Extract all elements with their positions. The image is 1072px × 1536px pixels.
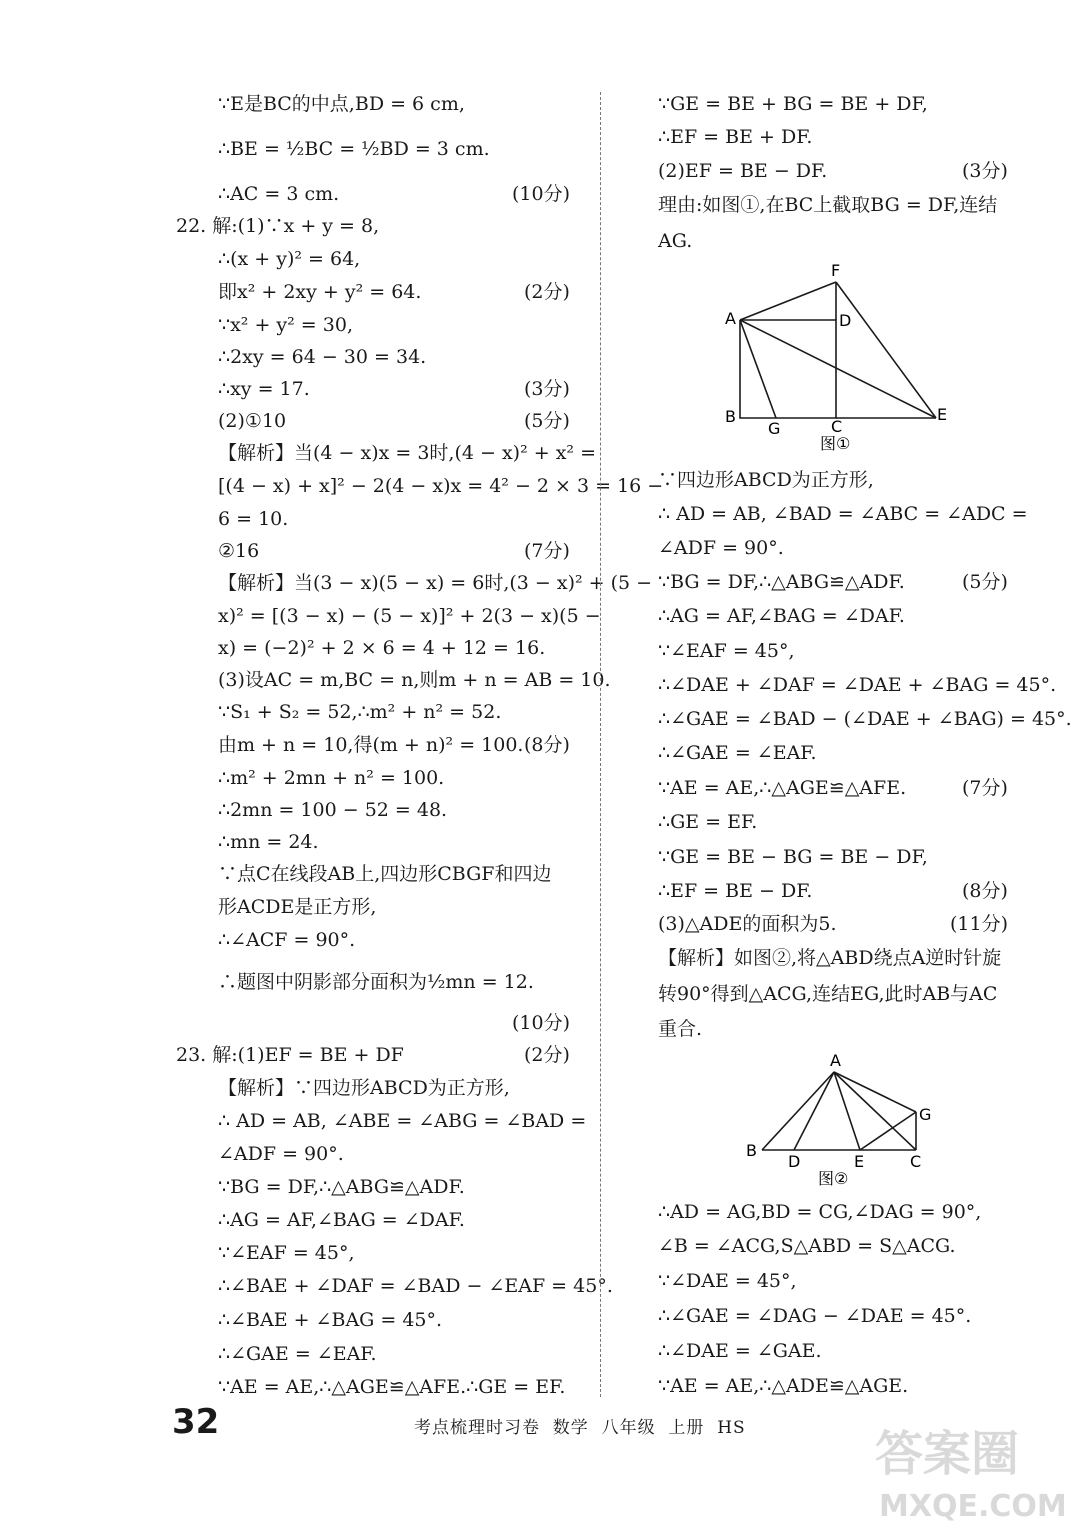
left-score-5: (8分) [524, 734, 570, 756]
left-text-line-32: ∴AG = AF,∠BAG = ∠DAF. [218, 1209, 465, 1231]
fig2-label-D: D [788, 1152, 801, 1171]
right-text-line-4: AG. [658, 230, 693, 252]
left-text-line-36: ∴∠GAE = ∠EAF. [218, 1343, 377, 1365]
right-text-line-13: ∴∠GAE = ∠EAF. [658, 742, 817, 764]
fig2-label-G: G [919, 1105, 932, 1124]
left-text-line-19: 由m + n = 10,得(m + n)² = 100. [218, 734, 524, 756]
left-score-0: (10分) [512, 183, 571, 205]
fig2-caption: 图② [818, 1169, 849, 1188]
left-text-line-16: x) = (−2)² + 2 × 6 = 4 + 12 = 16. [218, 637, 546, 659]
left-text-line-28: 【解析】∵四边形ABCD为正方形, [218, 1077, 510, 1099]
right-score-2: (7分) [962, 777, 1008, 799]
fig1-label-E: E [937, 405, 948, 424]
column-divider [600, 92, 601, 1397]
left-text-line-27: 23. 解:(1)EF = BE + DF [176, 1044, 404, 1066]
right-text-line-21: 重合. [658, 1018, 703, 1040]
right-text-line-15: ∴GE = EF. [658, 811, 758, 833]
left-score-1: (2分) [524, 281, 570, 303]
fig1-caption: 图① [820, 434, 851, 453]
left-text-line-12: 6 = 10. [218, 508, 289, 530]
left-score-4: (7分) [524, 540, 570, 562]
right-text-line-9: ∴AG = AF,∠BAG = ∠DAF. [658, 605, 905, 627]
left-text-line-3: 22. 解:(1)∵x + y = 8, [176, 215, 380, 237]
right-text-line-25: ∴∠GAE = ∠DAG − ∠DAE = 45°. [658, 1305, 972, 1327]
fig1-label-B: B [725, 407, 736, 426]
left-text-line-18: ∵S₁ + S₂ = 52,∴m² + n² = 52. [218, 701, 502, 723]
left-score-2: (3分) [524, 378, 570, 400]
right-text-line-11: ∴∠DAE + ∠DAF = ∠DAE + ∠BAG = 45°. [658, 674, 1057, 696]
right-text-line-7: ∠ADF = 90°. [658, 537, 784, 559]
right-text-line-18: (3)△ADE的面积为5. [658, 913, 837, 935]
left-text-line-29: ∴ AD = AB, ∠ABE = ∠ABG = ∠BAD = [218, 1110, 587, 1132]
left-text-line-25: ∴∠ACF = 90°. [218, 929, 356, 951]
fig1-label-A: A [725, 309, 736, 328]
right-text-line-22: ∴AD = AG,BD = CG,∠DAG = 90°, [658, 1201, 982, 1223]
right-score-3: (8分) [962, 880, 1008, 902]
left-text-line-5: 即x² + 2xy + y² = 64. [218, 281, 422, 303]
right-text-line-23: ∠B = ∠ACG,S△ABD = S△ACG. [658, 1235, 956, 1257]
right-text-line-20: 转90°得到△ACG,连结EG,此时AB与AC [658, 983, 998, 1005]
right-score-0: (3分) [962, 160, 1008, 182]
left-text-line-4: ∴(x + y)² = 64, [218, 248, 361, 270]
left-text-line-21: ∴2mn = 100 − 52 = 48. [218, 799, 448, 821]
left-text-line-33: ∵∠EAF = 45°, [218, 1242, 355, 1264]
right-text-line-16: ∵GE = BE − BG = BE − DF, [658, 846, 928, 868]
right-text-line-0: ∵GE = BE + BG = BE + DF, [658, 93, 928, 115]
left-text-line-20: ∴m² + 2mn + n² = 100. [218, 767, 445, 789]
right-text-line-17: ∴EF = BE − DF. [658, 880, 813, 902]
right-text-line-27: ∵AE = AE,∴△ADE≌△AGE. [658, 1375, 909, 1397]
figure-2 [742, 1050, 942, 1190]
right-text-line-3: 理由:如图①,在BC上截取BG = DF,连结 [658, 194, 998, 216]
left-text-line-35: ∴∠BAE + ∠BAG = 45°. [218, 1309, 443, 1331]
fig1-label-G: G [768, 419, 781, 438]
left-text-line-7: ∴2xy = 64 − 30 = 34. [218, 346, 427, 368]
left-text-line-24: 形ACDE是正方形, [218, 896, 377, 918]
right-text-line-8: ∵BG = DF,∴△ABG≌△ADF. [658, 571, 905, 593]
right-text-line-19: 【解析】如图②,将△ABD绕点A逆时针旋 [658, 947, 1002, 969]
left-text-line-30: ∠ADF = 90°. [218, 1143, 344, 1165]
right-text-line-1: ∴EF = BE + DF. [658, 126, 813, 148]
right-text-line-26: ∴∠DAE = ∠GAE. [658, 1340, 822, 1362]
left-text-line-37: ∵AE = AE,∴△AGE≌△AFE.∴GE = EF. [218, 1376, 566, 1398]
watermark-line2: MXQE.COM [879, 1489, 1067, 1524]
right-text-line-10: ∵∠EAF = 45°, [658, 640, 795, 662]
right-text-line-5: ∵四边形ABCD为正方形, [658, 469, 874, 491]
left-text-line-1: ∴BE = ½BC = ½BD = 3 cm. [218, 138, 490, 160]
left-text-line-6: ∵x² + y² = 30, [218, 314, 353, 336]
fig1-label-D: D [839, 311, 852, 330]
left-text-line-34: ∴∠BAE + ∠DAF = ∠BAD − ∠EAF = 45°. [218, 1275, 613, 1297]
left-text-line-31: ∵BG = DF,∴△ABG≌△ADF. [218, 1176, 465, 1198]
fig2-label-A: A [830, 1051, 841, 1070]
fig2-label-E: E [854, 1152, 865, 1171]
figure-1 [718, 262, 958, 457]
left-text-line-22: ∴mn = 24. [218, 831, 319, 853]
watermark-logo [869, 1410, 1067, 1530]
right-text-line-6: ∴ AD = AB, ∠BAD = ∠ABC = ∠ADC = [658, 503, 1028, 525]
left-score-3: (5分) [524, 410, 570, 432]
left-text-line-17: (3)设AC = m,BC = n,则m + n = AB = 10. [218, 669, 611, 691]
right-text-line-14: ∵AE = AE,∴△AGE≌△AFE. [658, 777, 907, 799]
left-text-line-14: 【解析】当(3 − x)(5 − x) = 6时,(3 − x)² + (5 − [218, 572, 653, 594]
left-text-line-23: ∵点C在线段AB上,四边形CBGF和四边 [218, 863, 552, 885]
fig2-label-B: B [746, 1141, 757, 1160]
watermark-line1: 答案圈 [875, 1426, 1020, 1482]
left-text-line-11: [(4 − x) + x]² − 2(4 − x)x = 4² − 2 × 3 = 16 − [218, 475, 664, 497]
page-number: 32 [172, 1402, 220, 1442]
left-text-line-15: x)² = [(3 − x) − (5 − x)]² + 2(3 − x)(5 − [218, 605, 601, 627]
right-text-line-24: ∵∠DAE = 45°, [658, 1270, 797, 1292]
fig1-label-F: F [831, 261, 841, 280]
right-score-1: (5分) [962, 571, 1008, 593]
left-text-line-0: ∵E是BC的中点,BD = 6 cm, [218, 93, 465, 115]
footer-title: 考点梳理时习卷 数学 八年级 上册 HS [414, 1418, 746, 1438]
right-text-line-2: (2)EF = BE − DF. [658, 160, 828, 182]
left-text-line-13: ②16 [218, 540, 260, 562]
left-text-line-8: ∴xy = 17. [218, 378, 310, 400]
left-text-line-2: ∴AC = 3 cm. [218, 183, 340, 205]
left-score-7: (2分) [524, 1044, 570, 1066]
left-text-line-10: 【解析】当(4 − x)x = 3时,(4 − x)² + x² = [218, 442, 597, 464]
fig1-label-C: C [831, 417, 843, 436]
left-text-line-9: (2)①10 [218, 410, 287, 432]
right-score-4: (11分) [950, 913, 1009, 935]
right-text-line-12: ∴∠GAE = ∠BAD − (∠DAE + ∠BAG) = 45°. [658, 708, 1072, 730]
left-text-line-26: ∴题图中阴影部分面积为½mn = 12. [218, 971, 534, 993]
left-score-6: (10分) [512, 1012, 571, 1034]
fig2-label-C: C [910, 1152, 922, 1171]
